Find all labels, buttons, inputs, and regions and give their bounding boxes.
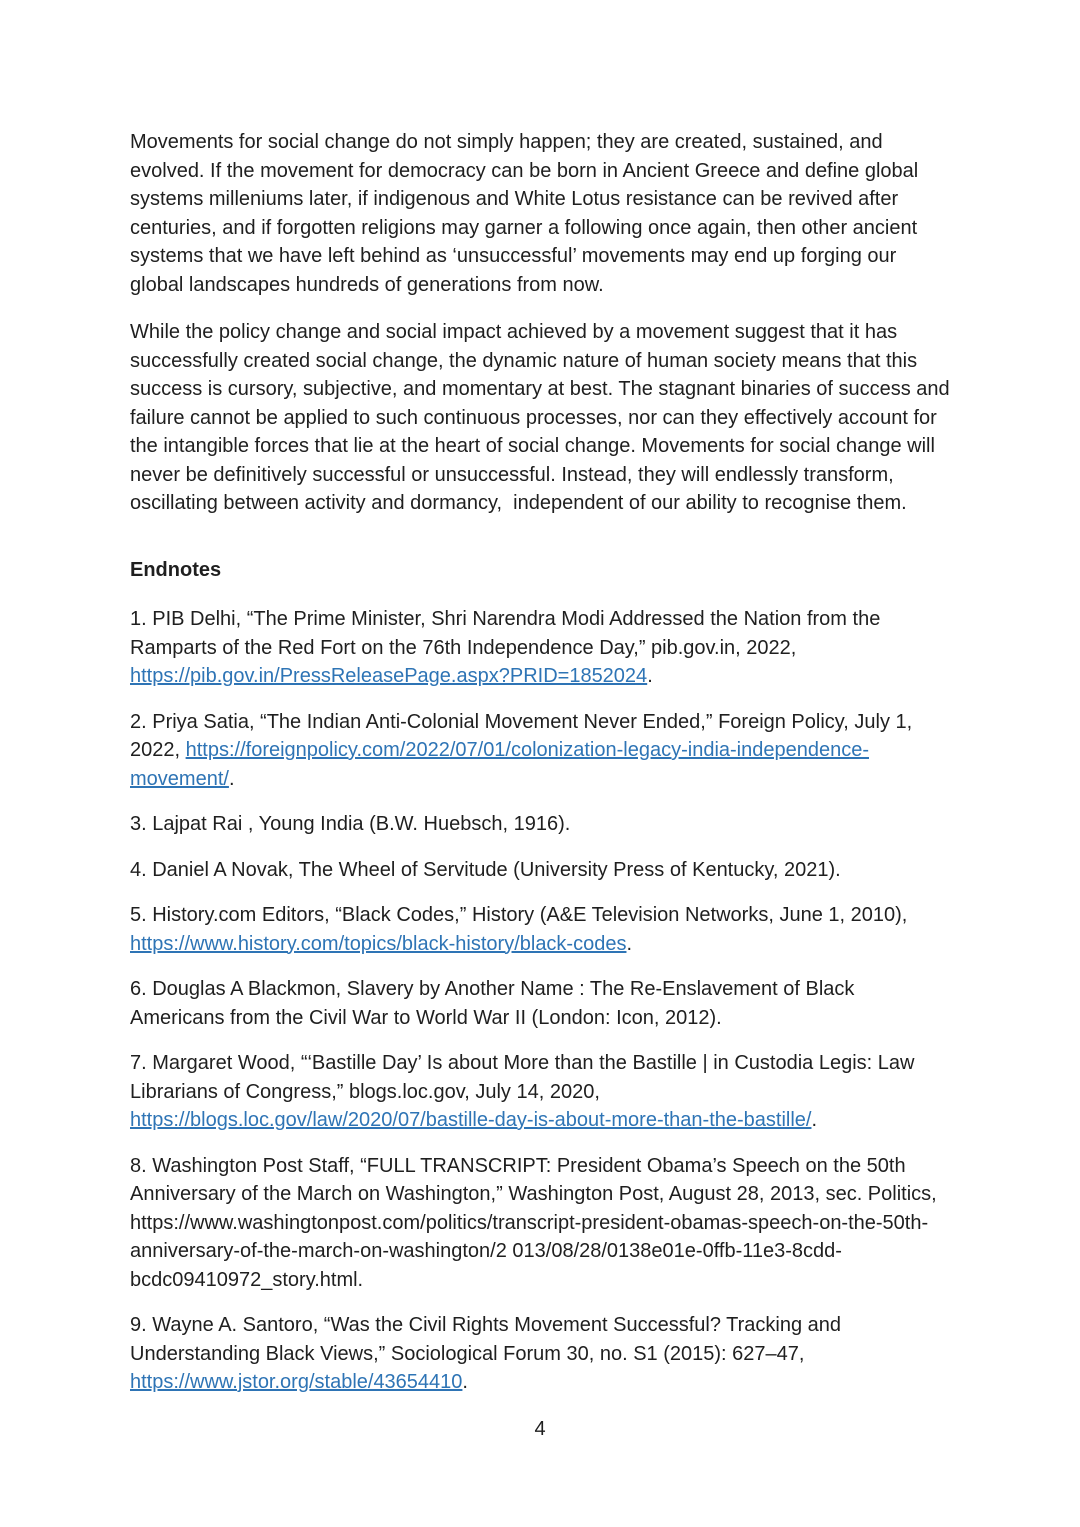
endnote-text: 1. PIB Delhi, “The Prime Minister, Shri Narendra Modi Addressed the Nation from the Ramparts of the Red Fort on the 76th Independence Day,” pib.gov.in, 2022,: [130, 608, 881, 659]
endnote-text: 4. Daniel A Novak, The Wheel of Servitude (University Press of Kentucky, 2021).: [130, 858, 841, 881]
endnote-text: 2. Priya Satia, “The Indian Anti-Colonial Movement Never Ended,” Foreign Policy, July 1, 2022,: [130, 710, 913, 761]
endnote-item: [130, 1311, 950, 1397]
endnote-item: [130, 708, 950, 794]
endnote-item: [130, 1152, 950, 1295]
endnote-link[interactable]: https://www.history.com/topics/black-history/black-codes: [130, 932, 627, 955]
endnote-text: 9. Wayne A. Santoro, “Was the Civil Rights Movement Successful? Tracking and Understanding Black Views,” Sociological Forum 30, no. S1 (2015): 627–47,: [130, 1314, 842, 1365]
endnote-item: [130, 901, 950, 958]
endnote-text: .: [626, 932, 633, 955]
endnote-item: [130, 856, 950, 885]
endnote-text: .: [811, 1109, 818, 1131]
endnote-text: 8. Washington Post Staff, “FULL TRANSCRIPT: President Obama’s Speech on the 50th Anniversary of the March on Washington,” Washington Post, August 28, 2013, sec. Politics, https://www.washingtonpost.com/politics/transcript-president-obamas-speech-on-the-50th-anniversary-of-the-march-on-washington/2 013/08/28/0138e01e-0ffb-11e3-8cdd-bcdc09410972_story.html.: [130, 1154, 937, 1291]
endnote-link[interactable]: https://foreignpolicy.com/2022/07/01/colonization-legacy-india-independence-movement/: [130, 739, 869, 790]
body-paragraph-2: While the policy change and social impact achieved by a movement suggest that it has successfully created social change, the dynamic nature of human society means that this success is cursory, subjective, and momentary at best. The stagnant binaries of success and failure cannot be applied to such continuous processes, nor can they effectively account for the intangible forces that lie at the heart of social change. Movements for social change will never be definitively successful or unsuccessful. Instead, they will endlessly transform, oscillating between activity and dormancy, independent of our ability to recognise them.: [130, 321, 956, 514]
page-number: 4: [534, 1417, 546, 1440]
endnote-text: .: [228, 767, 235, 790]
endnote-text: .: [647, 665, 653, 687]
endnote-item: [130, 975, 950, 1032]
endnote-text: 3. Lajpat Rai , Young India (B.W. Huebsch, 1916).: [130, 813, 571, 835]
endnote-link[interactable]: https://blogs.loc.gov/law/2020/07/bastille-day-is-about-more-than-the-bastille/: [130, 1109, 812, 1131]
endnote-text: 7. Margaret Wood, “‘Bastille Day’ Is about More than the Bastille | in Custodia Legis: Law Librarians of Congress,” blogs.loc.gov, July 14, 2020,: [130, 1052, 915, 1103]
endnote-link[interactable]: https://www.jstor.org/stable/43654410: [130, 1371, 463, 1393]
endnote-text: 5. History.com Editors, “Black Codes,” History (A&E Television Networks, June 1, 2010),: [130, 904, 908, 926]
endnotes-heading: Endnotes: [130, 558, 222, 581]
endnote-item: [130, 810, 950, 839]
endnote-text: 6. Douglas A Blackmon, Slavery by Another Name : The Re-Enslavement of Black Americans from the Civil War to World War II (London: Icon, 2012).: [130, 978, 855, 1029]
endnote-item: [130, 605, 950, 691]
endnote-text: .: [462, 1371, 468, 1393]
endnote-link[interactable]: https://pib.gov.in/PressReleasePage.aspx?PRID=1852024: [130, 665, 648, 687]
endnotes-list: [130, 605, 950, 1397]
body-paragraph-1: Movements for social change do not simply happen; they are created, sustained, and evolved. If the movement for democracy can be born in Ancient Greece and define global systems milleniums later, if indigenous and White Lotus resistance can be revived after centuries, and if forgotten religions may garner a following once again, then other ancient systems that we have left behind as ‘unsuccessful’ movements may end up forging our global landscapes hundreds of generations from now.: [130, 131, 924, 296]
endnote-item: [130, 1049, 950, 1135]
